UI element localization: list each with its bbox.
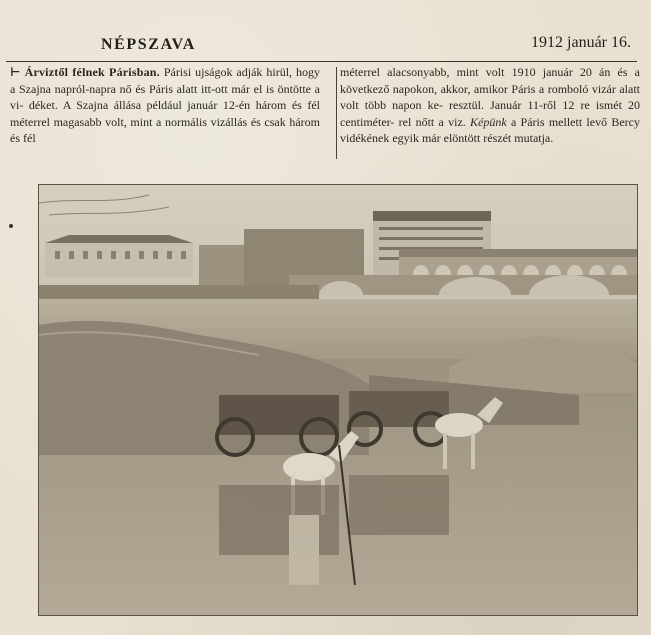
right-line-1: méterrel alacsonyabb, mint volt 1910 január [340, 65, 573, 79]
left-building [45, 235, 193, 277]
left-line-4: déket. A Szajna állása például január 12-én [28, 98, 251, 112]
right-line-5b: a Páris mellett levő Bercy [510, 114, 640, 129]
right-paragraph [340, 64, 640, 147]
left-line-5: három és fél méterrel magasabb volt, mint [10, 98, 321, 129]
photo-illustration [39, 185, 637, 615]
margin-speck [9, 224, 13, 228]
kepunk-italic: Képünk [470, 114, 507, 129]
column-divider [336, 67, 337, 159]
right-line-5a: rel nőtt a viz. [398, 114, 466, 129]
left-column [10, 64, 320, 147]
left-line-6: a normális vizállás és csak három és fél [10, 114, 321, 145]
flood-photograph [38, 184, 638, 616]
article-body [10, 64, 641, 174]
lead-marker: ⊢ [10, 65, 21, 79]
right-line-2: 20 án és a következő napokon, akkor, amikor [340, 65, 640, 96]
article-headline: Árviztől félnek Párisban. [24, 65, 160, 79]
left-line-3: és Páris alatt itt-ott már el is öntötte a vi- [10, 81, 321, 112]
right-line-6: vidékének egyik már elöntött részét mutatja. [340, 131, 554, 145]
left-line-1: Párisi ujságok [163, 65, 233, 79]
header-rule [6, 61, 637, 62]
left-paragraph [10, 64, 320, 147]
left-line-2: adják hirül, hogy a Szajna napról-napra nő [10, 65, 321, 96]
issue-date: 1912 január 16. [531, 34, 631, 51]
right-line-4: resztül. Január 11-ről 12 re ismét 20 centiméter- [340, 98, 641, 129]
right-line-3: Páris a romboló vizár alatt volt több napon ke- [340, 81, 640, 112]
newspaper-name: NÉPSZAVA [101, 36, 196, 53]
right-column [340, 64, 640, 147]
embankment [39, 285, 319, 299]
masthead [0, 30, 651, 58]
